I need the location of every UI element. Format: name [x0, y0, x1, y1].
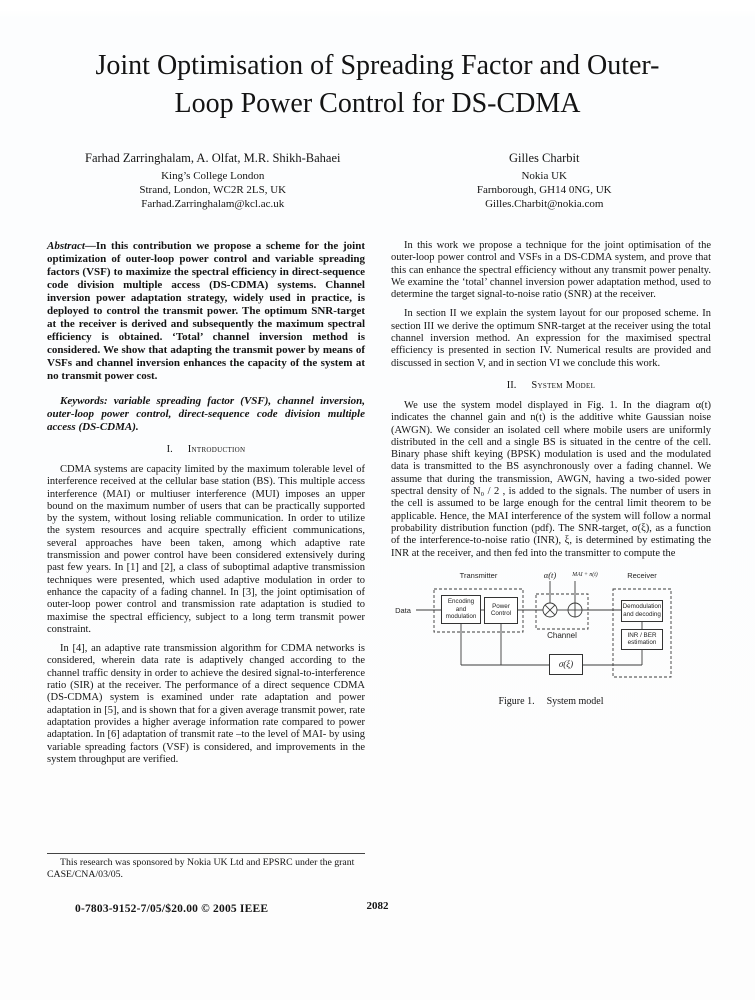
right-paragraph-2: In section II we explain the system layout for our proposed scheme. In section III we derive the optimum SNR-target at the receiver using the total channel inversion method. An expression for the maximised spectral efficiency is presented in section IV. Numerical results are provided and discussed in section V, and in section VI we conclude this work. [391, 308, 711, 369]
author-block-left [47, 150, 379, 211]
author-block-right [379, 150, 711, 211]
encoding-modulation-block: Encoding and modulation [441, 595, 481, 624]
section-number-introduction: I. [166, 444, 173, 455]
snr-target-feedback-block: σ(ξ) [549, 654, 583, 675]
demodulation-decoding-block: Demodulation and decoding [621, 600, 663, 622]
section-number-system-model: II. [506, 379, 517, 391]
abstract-label: Abstract [47, 240, 85, 252]
mai-noise-label: MAI + n(t) [572, 571, 598, 578]
author-affiliation-right: Nokia UK [521, 170, 568, 182]
system-model-paragraph: We use the system model displayed in Fig. 1. In the diagram α(t) indicates the channel gain and n(t) is the additive white Gaussian noise (AWGN). We consider an isolated cell where mobile users are uniformly distributed in the cell and a single BS is situated in the centre of the cell. Binary phase shift keying (BPSK) modulation is used and the modulated data is transmitted to the BS asynchronously over a fading channel. We assume that during the transmission, AWGN, having a two-sided power spectral density of N₀ / 2 , is added to the signals. The number of users in the cell is assumed to be large enough for the central limit theorem to be applicable. Hence, the MAI interference of the system will follow a normal probability distribution function (pdf). The SNR-target, σ(ξ), as a function of the interference-to-noise ratio (INR), ξ, is determined by estimating the INR at the receiver, and then fed into the transmitter to compute the [391, 399, 711, 559]
title-line-1: Joint Optimisation of Spreading Factor and Outer- [95, 50, 660, 81]
section-title-system-model: System Model [531, 379, 596, 391]
inr-ber-estimation-block: INR / BER estimation [621, 629, 663, 650]
section-heading-system-model [391, 380, 711, 391]
transmitter-label: Transmitter [459, 570, 498, 580]
section-heading-introduction [47, 444, 365, 455]
data-input-label: Data [395, 605, 411, 615]
channel-label: Channel [547, 630, 577, 640]
title-line-2: Loop Power Control for DS-CDMA [174, 88, 581, 119]
abstract-paragraph [47, 240, 365, 383]
intro-paragraph-2: In [4], an adaptive rate transmission algorithm for CDMA networks is considered, wherein data rate is adaptively changed according to the channel traffic density in order to achieve the desired signal-to-interference ratio (SIR) at the receiver. The performance of a direct sequence CDMA (DS-CDMA) system is examined under rate adaptation and power adaptation in [5], and is shown that for a given average transmit power, rate adaptation provides a higher average information rate compared to power adaptation. In [6] adaptation of transmit rate –to the level of MAI- by using variable spreading factors (VSF) is considered, and improvements in the system throughput are verified. [47, 643, 365, 765]
right-column [391, 240, 711, 707]
authors-row [47, 150, 710, 211]
figure-caption-label: Figure 1. [498, 695, 535, 707]
alpha-t-label: α(t) [543, 569, 557, 580]
abstract-text: —In this contribution we propose a scheme for the joint optimization of outer-loop power control and variable spreading factors (VSF) to maximize the spectral efficiency in direct-sequence code division multiple access (DS-CDMA) systems. Channel inversion power adaptation strategy, widely used in practice, is deployed to control the transmit power. The optimum SNR-target at the receiver is derived and subsequently the maximum spectral efficiency is obtained. ‘Total’ channel inversion method is considered. We show that adapting the transmit power by means of VSFs and channel inversion enhances the capacity of the system at no transmit power cost. [47, 240, 365, 382]
figure-caption-text: System model [546, 695, 604, 707]
sponsor-footnote: This research was sponsored by Nokia UK Ltd and EPSRC under the grant CASE/CNA/03/05. [47, 853, 365, 881]
intro-paragraph-1: CDMA systems are capacity limited by the maximum tolerable level of interference received at the cellular base station (BS). This multiple access interference (MAI) or multiuser interference (MUI) imposes an upper bound on the maximum number of users that can be practically supported by the system, without losing reliable communication. In order to utilize the system resources and acquire spectrally efficient communications, several approaches have been taken, among which adaptive rate transmission and power control have been considered extensively during past few years. In [1] and [2], a class of suboptimal adaptive transmission techniques were presented, which used adaptive modulation in order to enhance the capacity of a fading channel. In [3], the joint optimisation of outer-loop power control and transmission rate adaptation is studied to maximise the spectral efficiency, subject to a long term transmit power constraint. [47, 464, 365, 635]
author-email-left: Farhad.Zarringhalam@kcl.ac.uk [141, 198, 285, 210]
author-address-right: Farnborough, GH14 0NG, UK [476, 184, 612, 196]
figure-caption [391, 696, 711, 707]
author-affiliation-left: King’s College London [161, 170, 265, 182]
author-names-left: Farhad Zarringhalam, A. Olfat, M.R. Shikh-Bahaei [85, 151, 341, 165]
author-address-left: Strand, London, WC2R 2LS, UK [139, 184, 287, 196]
page-title [0, 47, 755, 123]
power-control-block: Power Control [484, 597, 518, 624]
system-model-diagram [391, 570, 711, 682]
author-names-right: Gilles Charbit [509, 151, 580, 165]
author-email-right: Gilles.Charbit@nokia.com [485, 198, 604, 210]
receiver-label: Receiver [627, 570, 657, 580]
keywords-paragraph: Keywords: variable spreading factor (VSF), channel inversion, outer-loop power control, direct-sequence code division multiple access (DS-CDMA). [47, 395, 365, 433]
left-column [47, 240, 365, 773]
right-paragraph-1: In this work we propose a technique for the joint optimisation of the outer-loop power control and VSFs in a DS-CDMA system, and prove that this can enhance the spectral efficiency without any transmit power penalty. We examine the ‘total’ channel inversion power adaptation method, used to determine the target signal-to-noise ratio (SNR) at the receiver. [391, 240, 711, 301]
section-title-introduction: Introduction [187, 444, 246, 455]
figure-1 [391, 570, 711, 707]
page-number: 2082 [366, 900, 389, 912]
copyright-line: 0-7803-9152-7/05/$20.00 © 2005 IEEE [75, 903, 269, 915]
